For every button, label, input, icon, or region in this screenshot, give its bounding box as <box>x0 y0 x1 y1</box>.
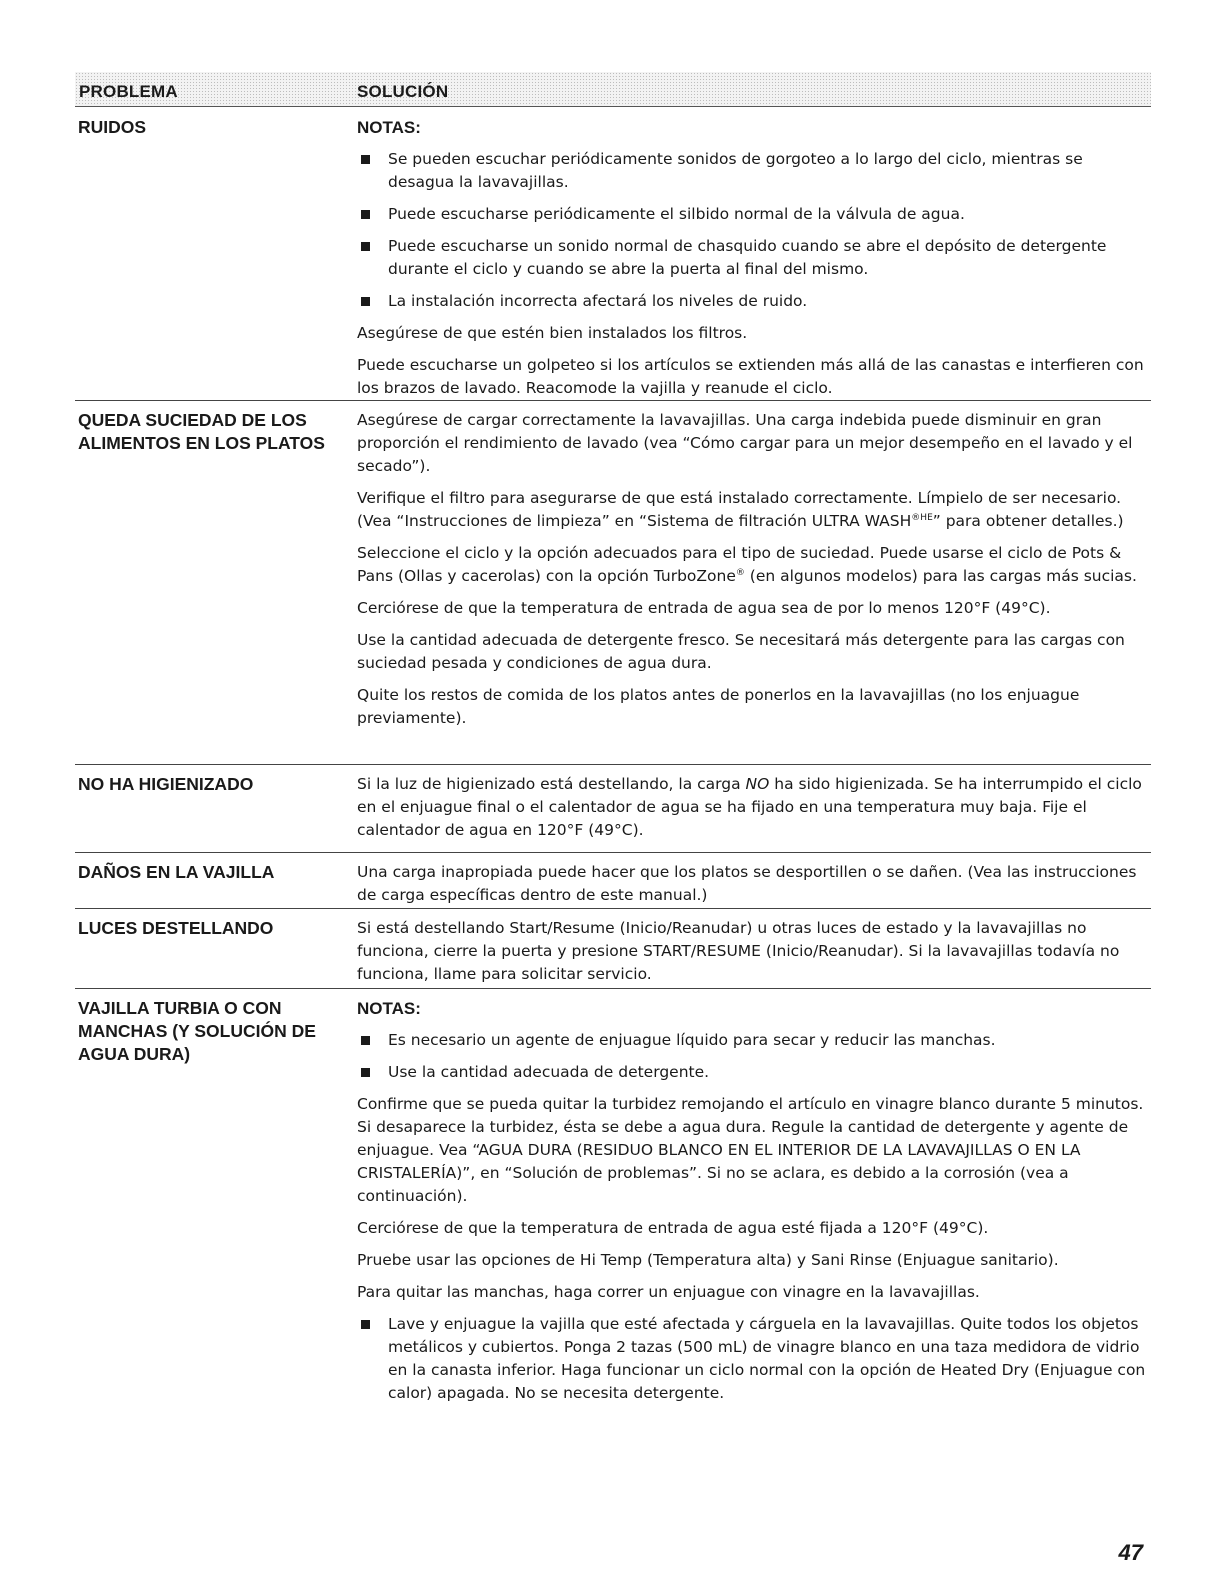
paragraph: Cerciórese de que la temperatura de entrada de agua esté fijada a 120°F (49°C). <box>357 1219 989 1237</box>
header-solution: SOLUCIÓN <box>357 82 449 101</box>
list-item: Use la cantidad adecuada de detergente. <box>357 1061 1147 1084</box>
paragraph: Si está destellando Start/Resume (Inicio/Reanudar) u otras luces de estado y la lavavajillas no funciona, cierre la puerta y presione START/RESUME (Inicio/Reanudar). Si la lavavajillas todavía no funciona, llame para solicitar servicio. <box>357 919 1120 983</box>
table-row <box>75 400 1151 759</box>
solution-text <box>357 409 1147 739</box>
problem-label: RUIDOS <box>78 117 147 137</box>
paragraph: Seleccione el ciclo y la opción adecuados para el tipo de suciedad. Puede usarse el ciclo de Pots & Pans (Ollas y cacerolas) con la opción TurboZone® (en algunos modelos) para las cargas más sucias. <box>357 544 1137 585</box>
bullet-icon <box>361 297 370 306</box>
table-row <box>75 988 1151 1409</box>
paragraph: Asegúrese de cargar correctamente la lavavajillas. Una carga indebida puede disminuir en gran proporción el rendimiento de lavado (vea “Cómo cargar para un mejor desempeño en el lavado y el secado”). <box>357 411 1133 475</box>
list-item: Lave y enjuague la vajilla que esté afectada y cárguela en la lavavajillas. Quite todos los objetos metálicos y cubiertos. Ponga 2 tazas (500 mL) de vinagre blanco en una taza medidora de vidrio en la canasta inferior. Haga funcionar un ciclo normal con la opción de Heated Dry (Enjuague con calor) apagada. No se necesita detergente. <box>357 1313 1147 1405</box>
paragraph: Pruebe usar las opciones de Hi Temp (Temperatura alta) y Sani Rinse (Enjuague sanitario). <box>357 1251 1059 1269</box>
solution-text <box>357 917 1147 995</box>
solution-text <box>357 997 1147 1414</box>
problem-label: VAJILLA TURBIA O CON MANCHAS (Y SOLUCIÓN DE AGUA DURA) <box>78 998 316 1064</box>
problem-label: NO HA HIGIENIZADO <box>78 774 254 794</box>
solution-text <box>357 116 1147 409</box>
list-item: Se pueden escuchar periódicamente sonidos de gorgoteo a lo largo del ciclo, mientras se desagua la lavavajillas. <box>357 148 1147 194</box>
problem-label: LUCES DESTELLANDO <box>78 918 274 938</box>
paragraph: Confirme que se pueda quitar la turbidez remojando el artículo en vinagre blanco durante 5 minutos. Si desaparece la turbidez, ésta se debe a agua dura. Regule la cantidad de detergente y agente de enjuague. Vea “AGUA DURA (RESIDUO BLANCO EN EL INTERIOR DE LA LAVAVAJILLAS O EN LA CRISTALERÍA)”, en “Solución de problemas”. Si no se aclara, es debido a la corrosión (vea a continuación). <box>357 1095 1144 1205</box>
trademark-mark: ® <box>735 567 745 578</box>
list-item: Puede escucharse un sonido normal de chasquido cuando se abre el depósito de detergente durante el ciclo y cuando se abre la puerta al final del mismo. <box>357 235 1147 281</box>
header-problem: PROBLEMA <box>79 82 178 101</box>
paragraph: Quite los restos de comida de los platos antes de ponerlos en la lavavajillas (no los enjuague previamente). <box>357 686 1080 727</box>
list-item: Puede escucharse periódicamente el silbido normal de la válvula de agua. <box>357 203 1147 226</box>
bullet-icon <box>361 242 370 251</box>
bullet-icon <box>361 1068 370 1077</box>
list-item: Es necesario un agente de enjuague líquido para secar y reducir las manchas. <box>357 1029 1147 1052</box>
bullet-icon <box>361 1320 370 1329</box>
paragraph: Cerciórese de que la temperatura de entrada de agua sea de por lo menos 120°F (49°C). <box>357 599 1051 617</box>
table-row <box>75 108 1151 397</box>
bullet-icon <box>361 155 370 164</box>
page-number: 47 <box>1118 1540 1143 1565</box>
paragraph: Una carga inapropiada puede hacer que los platos se desportillen o se dañen. (Vea las instrucciones de carga específicas dentro de este manual.) <box>357 863 1137 904</box>
paragraph: Puede escucharse un golpeteo si los artículos se extienden más allá de las canastas e interfieren con los brazos de lavado. Reacomode la vajilla y reanude el ciclo. <box>357 356 1144 397</box>
problem-label: QUEDA SUCIEDAD DE LOS ALIMENTOS EN LOS PLATOS <box>78 410 325 453</box>
notes-label: NOTAS: <box>357 118 421 137</box>
table-header <box>75 72 1151 107</box>
notes-label: NOTAS: <box>357 999 421 1018</box>
paragraph: Verifique el filtro para asegurarse de que está instalado correctamente. Límpielo de ser necesario. (Vea “Instrucciones de limpieza” en “Sistema de filtración ULTRA $WASH^{®HE}$” para obtener detalles.) <box>357 489 1124 530</box>
trademark-mark: ®HE <box>911 512 933 523</box>
problem-label: DAÑOS EN LA VAJILLA <box>78 862 275 882</box>
solution-text <box>357 773 1147 851</box>
table-row <box>75 852 1151 905</box>
paragraph: Para quitar las manchas, haga correr un enjuague con vinagre en la lavavajillas. <box>357 1283 980 1301</box>
bullet-icon <box>361 1036 370 1045</box>
paragraph: Asegúrese de que estén bien instalados los filtros. <box>357 324 748 342</box>
paragraph: Si la luz de higienizado está destellando, la carga NO ha sido higienizada. Se ha interrumpido el ciclo en el enjuague final o el calentador de agua se ha fijado en una temperatura muy baja. Fije el calentador de agua en 120°F (49°C). <box>357 775 1142 839</box>
list-item: La instalación incorrecta afectará los niveles de ruido. <box>357 290 1147 313</box>
paragraph: Use la cantidad adecuada de detergente fresco. Se necesitará más detergente para las cargas con suciedad pesada y condiciones de agua dura. <box>357 631 1125 672</box>
table-row <box>75 908 1151 987</box>
table-row <box>75 764 1151 847</box>
bullet-icon <box>361 210 370 219</box>
